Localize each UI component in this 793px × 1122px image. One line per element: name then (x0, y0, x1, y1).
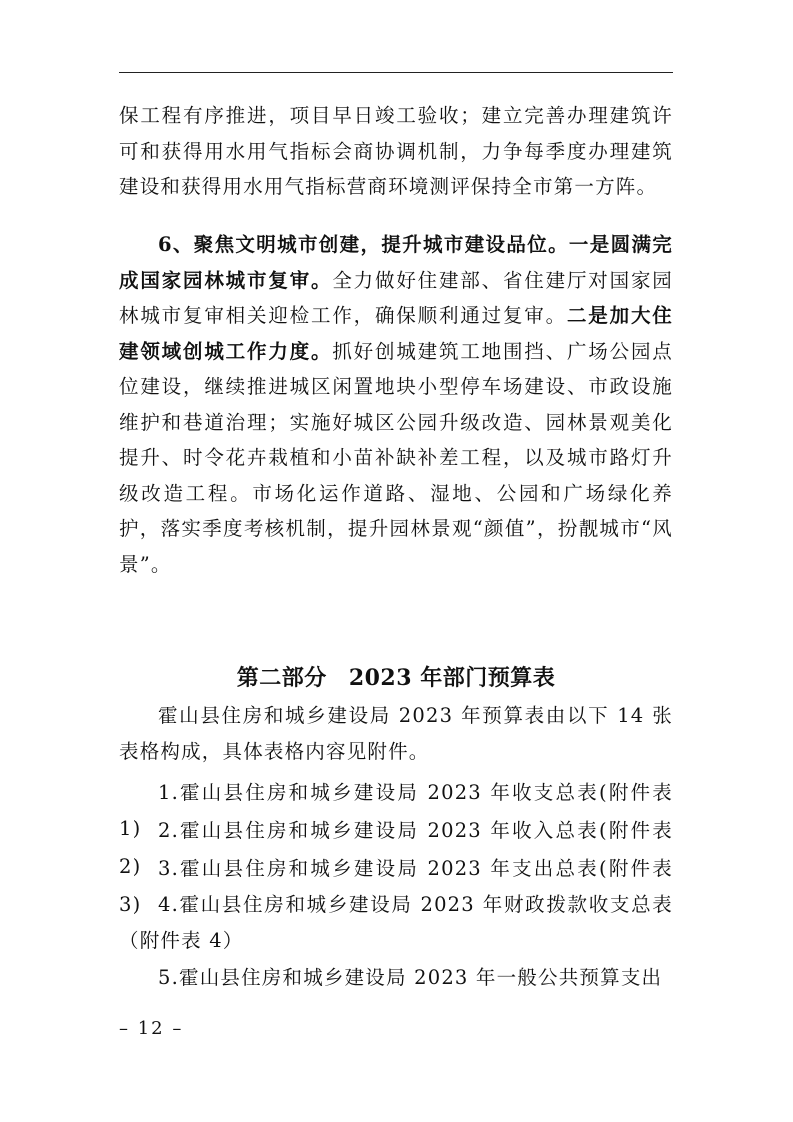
part-2-heading (119, 662, 673, 694)
list-item: 2.霍山县住房和城乡建设局 2023 年收入总表(附件表 2) (119, 819, 673, 878)
point-2-text: 抓好创城建筑工地围挡、广场公园点位建设，继续推进城区闲置地块小型停车场建设、市政设施维护和巷道治理；实施好城区公园升级改造、园林景观美化提升、时令花卉栽植和小苗补缺补差工程，以及城市路灯升级改造工程。市场化运作道路、湿地、公园和广场绿化养护，落实季度考核机制，提升园林景观“颜值”，扮靓城市“风景”。 (119, 339, 673, 576)
list-item: 3.霍山县住房和城乡建设局 2023 年支出总表(附件表 3) (119, 857, 673, 916)
section-6-title: 6、聚焦文明城市创建，提升城市建设品位。 (158, 233, 569, 256)
point-1-title: 一是圆满完成国家园林城市复审。 (119, 233, 673, 292)
point-1-text: 全力做好住建部、省住建厅对国家园林城市复审相关迎检工作，确保顺利通过复审。 (119, 268, 673, 327)
part-2-intro: 霍山县住房和城乡建设局 2023 年预算表由以下 14 张表格构成，具体表格内容见附件。 (119, 704, 673, 763)
list-item: 4.霍山县住房和城乡建设局 2023 年财政拨款收支总表（附件表 4） (119, 893, 673, 952)
point-2-title: 二是加大住建领域创城工作力度。 (119, 304, 673, 363)
list-item: 5.霍山县住房和城乡建设局 2023 年一般公共预算支出 (158, 966, 663, 989)
section-6-paragraph (119, 227, 673, 582)
part-2-heading-left: 第二部分 (236, 665, 327, 691)
paragraph-continuation: 保工程有序推进，项目早日竣工验收；建立完善办理建筑许可和获得用水用气指标会商协调机制，力争每季度办理建筑建设和获得用水用气指标营商环境测评保持全市第一方阵。 (119, 104, 673, 198)
header-rule (119, 72, 673, 73)
list-item: 1.霍山县住房和城乡建设局 2023 年收支总表(附件表 1) (119, 781, 673, 840)
part-2-heading-right: 2023 年部门预算表 (348, 665, 556, 691)
page-number: – 12 – (119, 1018, 184, 1039)
